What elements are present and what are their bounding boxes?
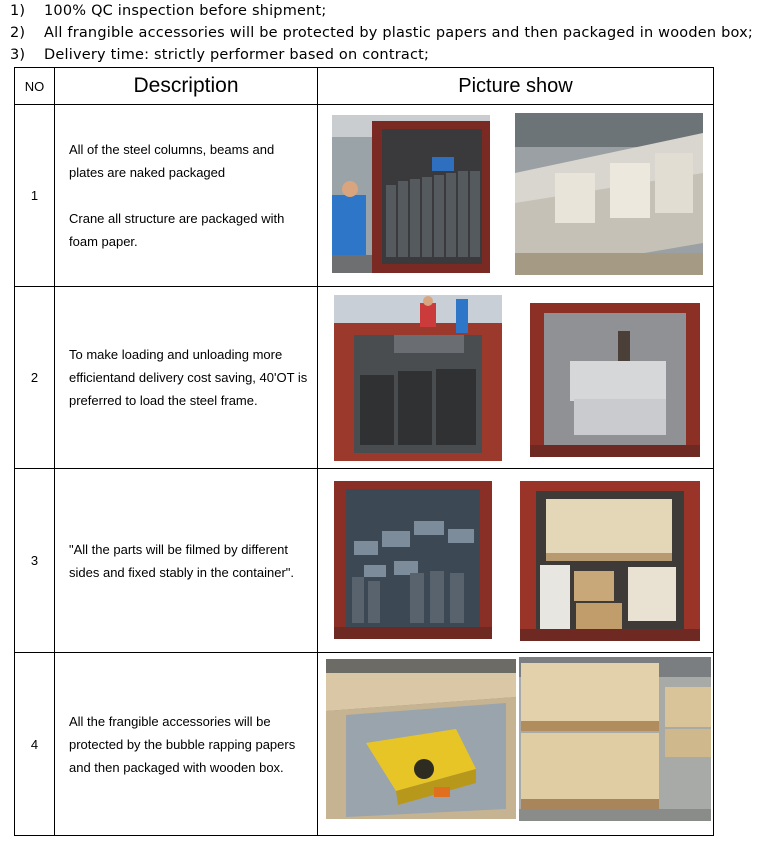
intro-line-3: 3) Delivery time: strictly performer based on contract; [10, 47, 430, 63]
row-pictures [318, 287, 714, 469]
row-number: 2 [15, 287, 55, 469]
row-description: To make loading and unloading more efficientand delivery cost saving, 40'OT is preferred to load the steel frame. [55, 287, 318, 469]
intro-line-2: 2) All frangible accessories will be protected by plastic papers and then packaged in wooden box; [10, 25, 753, 41]
table-header-row [15, 68, 714, 105]
row-description: All of the steel columns, beams and plates are naked packaged Crane all structure are packaged with foam paper. [55, 105, 318, 287]
open-top-container-loading-photo [334, 295, 502, 461]
header-picture-show: Picture show [318, 68, 714, 105]
row-number: 3 [15, 469, 55, 653]
row-pictures [318, 653, 714, 836]
intro-line-1: 1) 100% QC inspection before shipment; [10, 3, 327, 19]
container-with-steel-plates-photo [332, 115, 490, 273]
row-description: All the frangible accessories will be protected by the bubble rapping papers and then packaged with wooden box. [55, 653, 318, 836]
table-row [15, 105, 714, 287]
packaging-table [14, 67, 714, 836]
header-no: NO [15, 68, 55, 105]
foam-wrapped-crane-parts-photo [515, 113, 703, 275]
table-row [15, 469, 714, 653]
row-pictures [318, 469, 714, 653]
row-number: 4 [15, 653, 55, 836]
table-row [15, 287, 714, 469]
row-description: "All the parts will be filmed by different sides and fixed stably in the container". [55, 469, 318, 653]
container-with-wrapped-frame-photo [530, 303, 700, 457]
row-pictures [318, 105, 714, 287]
yellow-equipment-in-film-photo [326, 659, 516, 819]
container-with-steel-parts-photo [334, 481, 492, 639]
container-with-wooden-crates-photo [520, 481, 700, 641]
header-description: Description [55, 68, 318, 105]
table-row [15, 653, 714, 836]
stacked-wooden-boxes-photo [519, 657, 711, 821]
row-number: 1 [15, 105, 55, 287]
